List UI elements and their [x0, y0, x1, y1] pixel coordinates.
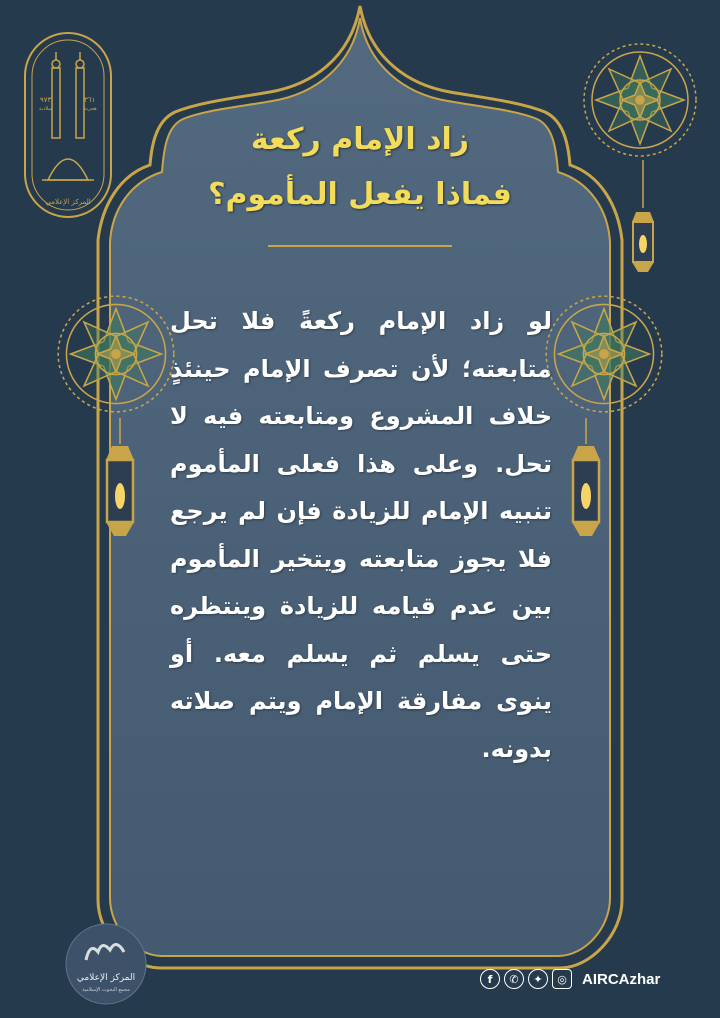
body-paragraph: لو زاد الإمام ركعةً فلا تحل متابعته؛ لأن تصرف الإمام حينئذٍ خلاف المشروع ومتابعته فيه لا تحل. وعلى هذا فعلى المأموم تنبيه الإمام للزيادة فإن لم يرجع فلا يجوز متابعته ويتخير المأموم بين عدم قيامه للزيادة وينتظره حتى يسلم ثم يسلم معه. أو ينوى مفارقة الإمام ويتم صلاته بدونه. [170, 307, 552, 763]
logo-year-left-sub: ميلادية [39, 106, 53, 112]
media-center-logo [64, 922, 148, 1006]
logo-year-right-sub: هجرية [84, 106, 97, 112]
lantern-icon-left [98, 418, 142, 558]
mandala-ornament-top-right [578, 38, 702, 162]
lantern-icon-top-right [626, 160, 660, 290]
logo-year-right: ٣٦١ [84, 96, 96, 104]
social-handle[interactable]: AIRCAzhar [582, 970, 661, 988]
twitter-icon[interactable]: ✦ [528, 969, 548, 989]
logo-caption: المركز الإعلامي [45, 198, 91, 206]
title-line-2: فماذا يفعل المأموم؟ [208, 177, 512, 212]
title-line-1: زاد الإمام ركعة [250, 122, 470, 157]
social-links-bar [480, 965, 660, 993]
mandala-ornament-left [52, 290, 180, 418]
facebook-icon[interactable]: f [480, 969, 500, 989]
lantern-icon-right [564, 418, 608, 558]
media-logo-sub: مجمع البحوث الإسلامية [82, 987, 130, 993]
media-logo-caption: المركز الإعلامي [76, 973, 136, 983]
logo-year-left: ٩٧٣ [40, 96, 52, 104]
whatsapp-icon[interactable]: ✆ [504, 969, 524, 989]
instagram-icon[interactable]: ◎ [552, 969, 572, 989]
mandala-ornament-right [540, 290, 668, 418]
al-azhar-logo [22, 30, 114, 220]
